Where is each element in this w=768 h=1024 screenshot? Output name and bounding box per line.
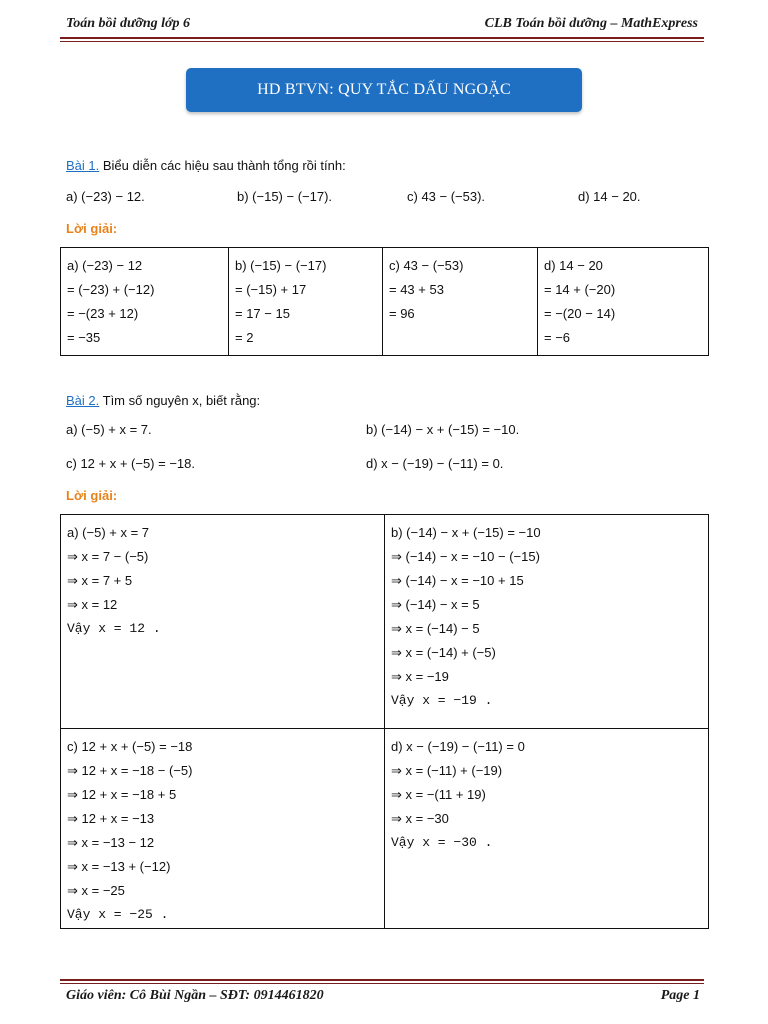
step: = −6 xyxy=(544,330,571,345)
bai2-label: Bài 2. xyxy=(66,393,100,408)
bai1-prompt xyxy=(66,158,346,173)
step: ⇒ x = −25 xyxy=(67,883,125,898)
bai2-item-d: d) x − (−19) − (−11) = 0. xyxy=(366,456,504,471)
step: ⇒ x = (−14) − 5 xyxy=(391,621,480,636)
step: = 43 + 53 xyxy=(389,282,444,297)
bai1-item-c: c) 43 − (−53). xyxy=(407,189,486,204)
bai2-solution-d xyxy=(385,729,709,929)
step: ⇒ (−14) − x = −10 + 15 xyxy=(391,573,524,588)
step: ⇒ x = −(11 + 19) xyxy=(391,787,486,802)
step: = (−23) + (−12) xyxy=(67,282,155,297)
step: ⇒ x = 7 + 5 xyxy=(67,573,133,588)
header-right: CLB Toán bồi dưỡng – MathExpress xyxy=(484,16,698,31)
bai1-solution-d xyxy=(538,248,709,356)
footer-rule xyxy=(60,979,704,981)
bai2-solution-a xyxy=(61,515,385,729)
bai1-item-b: b) (−15) − (−17). xyxy=(237,189,333,204)
bai2-text: Tìm số nguyên x, biết rằng: xyxy=(99,393,261,408)
footer-rule-thin xyxy=(60,983,704,984)
step: ⇒ 12 + x = −18 − (−5) xyxy=(67,763,193,778)
footer-left: Giáo viên: Cô Bùi Ngần – SĐT: 0914461820 xyxy=(66,988,324,1003)
step: d) x − (−19) − (−11) = 0 xyxy=(391,739,525,754)
step: = 96 xyxy=(389,306,415,321)
step: ⇒ 12 + x = −18 + 5 xyxy=(67,787,177,802)
bai2-item-b: b) (−14) − x + (−15) = −10. xyxy=(366,422,520,437)
step: ⇒ x = −13 + (−12) xyxy=(67,859,171,874)
step: ⇒ x = −13 − 12 xyxy=(67,835,155,850)
bai1-loigiai: Lời giải: xyxy=(66,221,118,236)
conclusion: Vậy x = −30 . xyxy=(391,835,493,850)
bai2-item-a: a) (−5) + x = 7. xyxy=(66,422,152,437)
step: ⇒ (−14) − x = 5 xyxy=(391,597,480,612)
bai1-solution-c xyxy=(383,248,538,356)
bai2-solution-c xyxy=(61,729,385,929)
step: ⇒ x = 7 − (−5) xyxy=(67,549,149,564)
step: = −(23 + 12) xyxy=(67,306,139,321)
step: b) (−14) − x + (−15) = −10 xyxy=(391,525,541,540)
conclusion: Vậy x = 12 . xyxy=(67,621,161,636)
step: ⇒ 12 + x = −13 xyxy=(67,811,155,826)
step: c) 43 − (−53) xyxy=(389,258,464,273)
header-left: Toán bồi dưỡng lớp 6 xyxy=(66,16,191,31)
step: ⇒ x = −19 xyxy=(391,669,449,684)
step: = 2 xyxy=(235,330,254,345)
conclusion: Vậy x = −19 . xyxy=(391,693,493,708)
bai2-solution-table xyxy=(60,514,709,929)
bai2-item-c: c) 12 + x + (−5) = −18. xyxy=(66,456,195,471)
header-rule-thin xyxy=(60,41,704,42)
step: ⇒ x = 12 xyxy=(67,597,118,612)
step: = −(20 − 14) xyxy=(544,306,616,321)
bai1-solution-table xyxy=(60,247,709,356)
step: b) (−15) − (−17) xyxy=(235,258,327,273)
bai1-solution-b xyxy=(229,248,383,356)
bai1-label: Bài 1. xyxy=(66,158,100,173)
step: a) (−5) + x = 7 xyxy=(67,525,150,540)
step: d) 14 − 20 xyxy=(544,258,603,273)
bai2-loigiai: Lời giải: xyxy=(66,488,118,503)
step: = 14 + (−20) xyxy=(544,282,616,297)
step: a) (−23) − 12 xyxy=(67,258,143,273)
bai1-text: Biểu diễn các hiệu sau thành tổng rồi tính: xyxy=(99,158,346,173)
bai2-prompt xyxy=(66,393,260,408)
step: ⇒ x = −30 xyxy=(391,811,449,826)
step: ⇒ x = (−14) + (−5) xyxy=(391,645,496,660)
bai2-solution-b xyxy=(385,515,709,729)
step: = (−15) + 17 xyxy=(235,282,307,297)
step: = −35 xyxy=(67,330,101,345)
footer-page-number: Page 1 xyxy=(660,988,700,1003)
bai1-item-a: a) (−23) − 12. xyxy=(66,189,145,204)
page-title: HD BTVN: QUY TẮC DẤU NGOẶC xyxy=(186,68,582,112)
step: ⇒ (−14) − x = −10 − (−15) xyxy=(391,549,540,564)
step: c) 12 + x + (−5) = −18 xyxy=(67,739,193,754)
step: = 17 − 15 xyxy=(235,306,290,321)
bai1-solution-a xyxy=(61,248,229,356)
conclusion: Vậy x = −25 . xyxy=(67,907,169,922)
step: ⇒ x = (−11) + (−19) xyxy=(391,763,503,778)
header-rule xyxy=(60,37,704,39)
bai1-item-d: d) 14 − 20. xyxy=(578,189,641,204)
